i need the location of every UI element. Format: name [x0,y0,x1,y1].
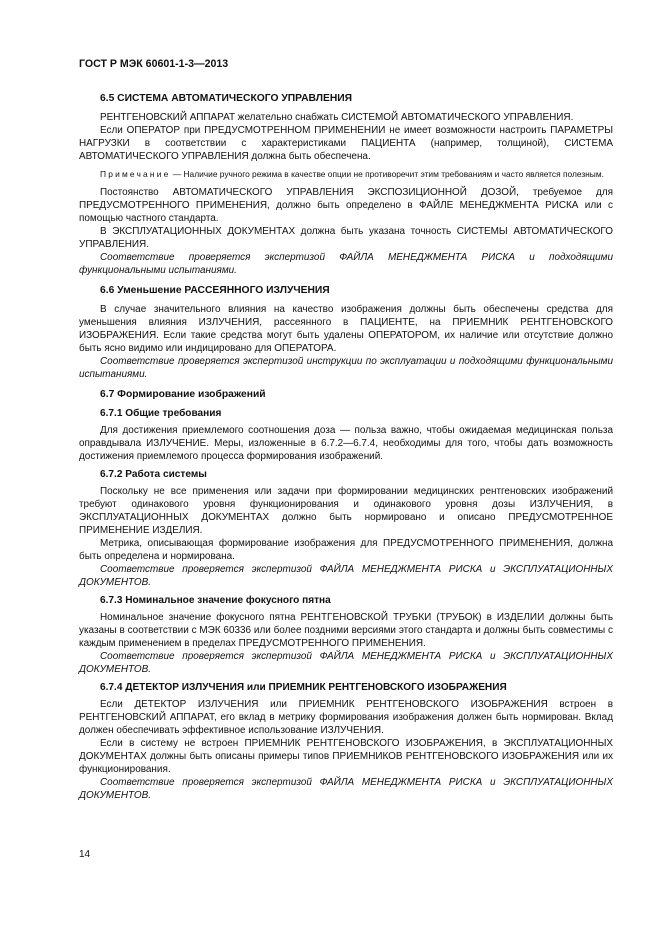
note-text: — Наличие ручного режима в качестве опции не противоречит этим требованиям и часто является полезным. [170,169,604,179]
section-6-7-2-title: 6.7.2 Работа системы [100,469,207,480]
section-6-5-note [79,168,613,181]
note-label: Примечание [100,169,171,179]
section-6-7-4-title: 6.7.4 ДЕТЕКТОР ИЗЛУЧЕНИЯ или ПРИЕМНИК РЕНТГЕНОВСКОГО ИЗОБРАЖЕНИЯ [100,682,507,693]
document-header: ГОСТ Р МЭК 60601-1-3—2013 [79,58,229,70]
section-6-7-1-paragraph-1: Для достижения приемлемого соотношения доза — польза важно, чтобы ожидаемая медицинская польза оправдывала ИЗЛУЧЕНИЕ. Меры, изложенные в 6.7.2—6.7.4, необходимы для того, чтобы дать возможность достижения приемлемого процесса формирования изображений. [79,425,613,462]
section-6-5-paragraph-2: Если ОПЕРАТОР при ПРЕДУСМОТРЕННОМ ПРИМЕНЕНИИ не имеет возможности настроить ПАРАМЕТРЫ НАГРУЗКИ в соответствии с характеристиками ПАЦИЕНТА (например, толщиной), СИСТЕМА АВТОМАТИЧЕСКОГО УПРАВЛЕНИЯ должна быть обеспечена. [79,125,613,162]
section-6-5-compliance: Соответствие проверяется экспертизой ФАЙЛА МЕНЕДЖМЕНТА РИСКА и подходящими функциональными испытаниями. [79,252,613,276]
section-6-7-4-compliance: Соответствие проверяется экспертизой ФАЙЛА МЕНЕДЖМЕНТА РИСКА и ЭКСПЛУАТАЦИОННЫХ ДОКУМЕНТОВ. [79,777,613,801]
section-6-7-2-paragraph-1: Поскольку не все применения или задачи при формировании медицинских рентгеновских изображений требуют одинакового уровня функционирования и одинакового уровня дозы ИЗЛУЧЕНИЯ, в ЭКСПЛУАТАЦИОННЫХ ДОКУМЕНТАХ должно быть нормировано и описано ПРЕДУСМОТРЕННОЕ ПРИМЕНЕНИЕ ИЗДЕЛИЯ. [79,486,613,536]
page-number: 14 [79,849,91,860]
section-6-5-paragraph-1: РЕНТГЕНОВСКИЙ АППАРАТ желательно снабжать СИСТЕМОЙ АВТОМАТИЧЕСКОГО УПРАВЛЕНИЯ. [100,112,574,123]
section-6-7-4-paragraph-1: Если ДЕТЕКТОР ИЗЛУЧЕНИЯ или ПРИЕМНИК РЕНТГЕНОВСКОГО ИЗОБРАЖЕНИЯ встроен в РЕНТГЕНОВСКИЙ АППАРАТ, его вклад в метрику формирования изображения должен быть нормирован. Вклад должен обеспечивать эффективное использование ИЗЛУЧЕНИЯ. [79,699,613,736]
section-6-7-3-compliance: Соответствие проверяется экспертизой ФАЙЛА МЕНЕДЖМЕНТА РИСКА и ЭКСПЛУАТАЦИОННЫХ ДОКУМЕНТОВ. [79,651,613,675]
section-6-5-title: 6.5 СИСТЕМА АВТОМАТИЧЕСКОГО УПРАВЛЕНИЯ [100,93,353,104]
section-6-7-3-paragraph-1: Номинальное значение фокусного пятна РЕНТГЕНОВСКОЙ ТРУБКИ (ТРУБОК) в ИЗДЕЛИИ должны быть указаны в соответствии с МЭК 60336 или более поздними версиями этого стандарта и должны быть совместимы с каждым применением в пределах ПРЕДУСМОТРЕННОГО ПРИМЕНЕНИЯ. [79,612,613,649]
document-page [79,58,613,802]
section-6-7-title: 6.7 Формирование изображений [100,389,266,400]
section-6-6-compliance: Соответствие проверяется экспертизой инструкции по эксплуатации и подходящими функциональными испытаниями. [79,356,613,380]
section-6-7-2-paragraph-2: Метрика, описывающая формирование изображения для ПРЕДУСМОТРЕННОГО ПРИМЕНЕНИЯ, должна быть определена и нормирована. [79,538,613,562]
section-6-6-title: 6.6 Уменьшение РАССЕЯННОГО ИЗЛУЧЕНИЯ [100,285,330,296]
section-6-7-4-paragraph-2: Если в систему не встроен ПРИЕМНИК РЕНТГЕНОВСКОГО ИЗОБРАЖЕНИЯ, в ЭКСПЛУАТАЦИОННЫХ ДОКУМЕНТАХ должны быть описаны примеры типов ПРИЕМНИКОВ РЕНТГЕНОВСКОГО ИЗОБРАЖЕНИЯ или их функционирования. [79,738,613,775]
section-6-7-2-compliance: Соответствие проверяется экспертизой ФАЙЛА МЕНЕДЖМЕНТА РИСКА и ЭКСПЛУАТАЦИОННЫХ ДОКУМЕНТОВ. [79,564,613,588]
section-6-7-3-title: 6.7.3 Номинальное значение фокусного пятна [100,595,331,606]
section-6-5-paragraph-3: Постоянство АВТОМАТИЧЕСКОГО УПРАВЛЕНИЯ ЭКСПОЗИЦИОННОЙ ДОЗОЙ, требуемое для ПРЕДУСМОТРЕННОГО ПРИМЕНЕНИЯ, должно быть определено в ФАЙЛЕ МЕНЕДЖМЕНТА РИСКА или с помощью частного стандарта. [79,187,613,224]
section-6-5-paragraph-4: В ЭКСПЛУАТАЦИОННЫХ ДОКУМЕНТАХ должна быть указана точность СИСТЕМЫ АВТОМАТИЧЕСКОГО УПРАВЛЕНИЯ. [79,226,613,250]
section-6-6-paragraph-1: В случае значительного влияния на качество изображения должны быть обеспечены средства для уменьшения влияния ИЗЛУЧЕНИЯ, рассеянного в ПАЦИЕНТЕ, на ПРИЕМНИК РЕНТГЕНОВСКОГО ИЗОБРАЖЕНИЯ. Если такие средства могут быть удалены ОПЕРАТОРОМ, их наличие или отсутствие должно быть ясно видимо или индицировано для ОПЕРАТОРА. [79,304,613,354]
section-6-7-1-title: 6.7.1 Общие требования [100,408,222,419]
